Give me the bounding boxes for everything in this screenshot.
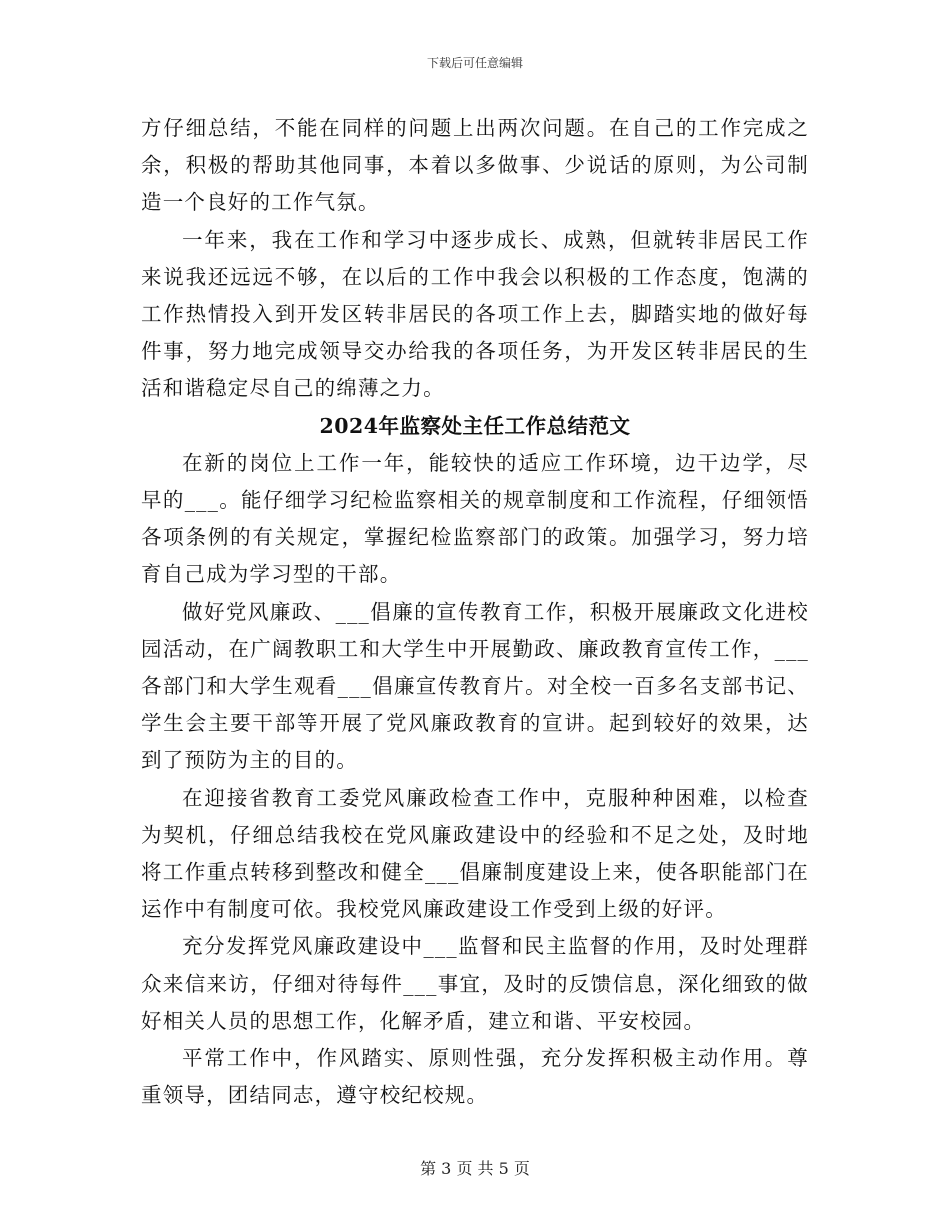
page-number: 第 3 页 共 5 页: [420, 1159, 530, 1178]
paragraph: 做好党风廉政、___倡廉的宣传教育工作，积极开展廉政文化进校园活动，在广阔教职工和大学生中开展勤政、廉政教育宣传工作，___各部门和大学生观看___倡廉宣传教育片。对全校一百多名支部书记、学生会主要干部等开展了党风廉政教育的宣讲。起到较好的效果，达到了预防为主的目的。: [141, 599, 809, 773]
paragraph-continuation: 方仔细总结，不能在同样的问题上出两次问题。在自己的工作完成之余，积极的帮助其他同事，本着以多做事、少说话的原则，为公司制造一个良好的工作气氛。: [141, 116, 809, 215]
paragraph: 一年来，我在工作和学习中逐步成长、成熟，但就转非居民工作来说我还远远不够，在以后的工作中我会以积极的工作态度，饱满的工作热情投入到开发区转非居民的各项工作上去，脚踏实地的做好每件事，努力地完成领导交办给我的各项任务，为开发区转非居民的生活和谐稳定尽自己的绵薄之力。: [141, 227, 809, 401]
page-header-note: 下载后可任意编辑: [426, 56, 523, 70]
paragraph: 在新的岗位上工作一年，能较快的适应工作环境，边干边学，尽早的___。能仔细学习纪检监察相关的规章制度和工作流程，仔细领悟各项条例的有关规定，掌握纪检监察部门的政策。加强学习，努力培育自己成为学习型的干部。: [141, 450, 809, 587]
document-body: [141, 110, 809, 1114]
paragraph: 平常工作中，作风踏实、原则性强，充分发挥积极主动作用。尊重领导，团结同志，遵守校纪校规。: [141, 1046, 809, 1108]
paragraph: 在迎接省教育工委党风廉政检查工作中，克服种种困难，以检查为契机，仔细总结我校在党风廉政建设中的经验和不足之处，及时地将工作重点转移到整改和健全___倡廉制度建设上来，使各职能部门在运作中有制度可依。我校党风廉政建设工作受到上级的好评。: [141, 785, 809, 922]
section-title: 2024年监察处主任工作总结范文: [319, 413, 631, 438]
paragraph: 充分发挥党风廉政建设中___监督和民主监督的作用，及时处理群众来信来访，仔细对待每件___事宜，及时的反馈信息，深化细致的做好相关人员的思想工作，化解矛盾，建立和谐、平安校园。: [141, 934, 809, 1033]
